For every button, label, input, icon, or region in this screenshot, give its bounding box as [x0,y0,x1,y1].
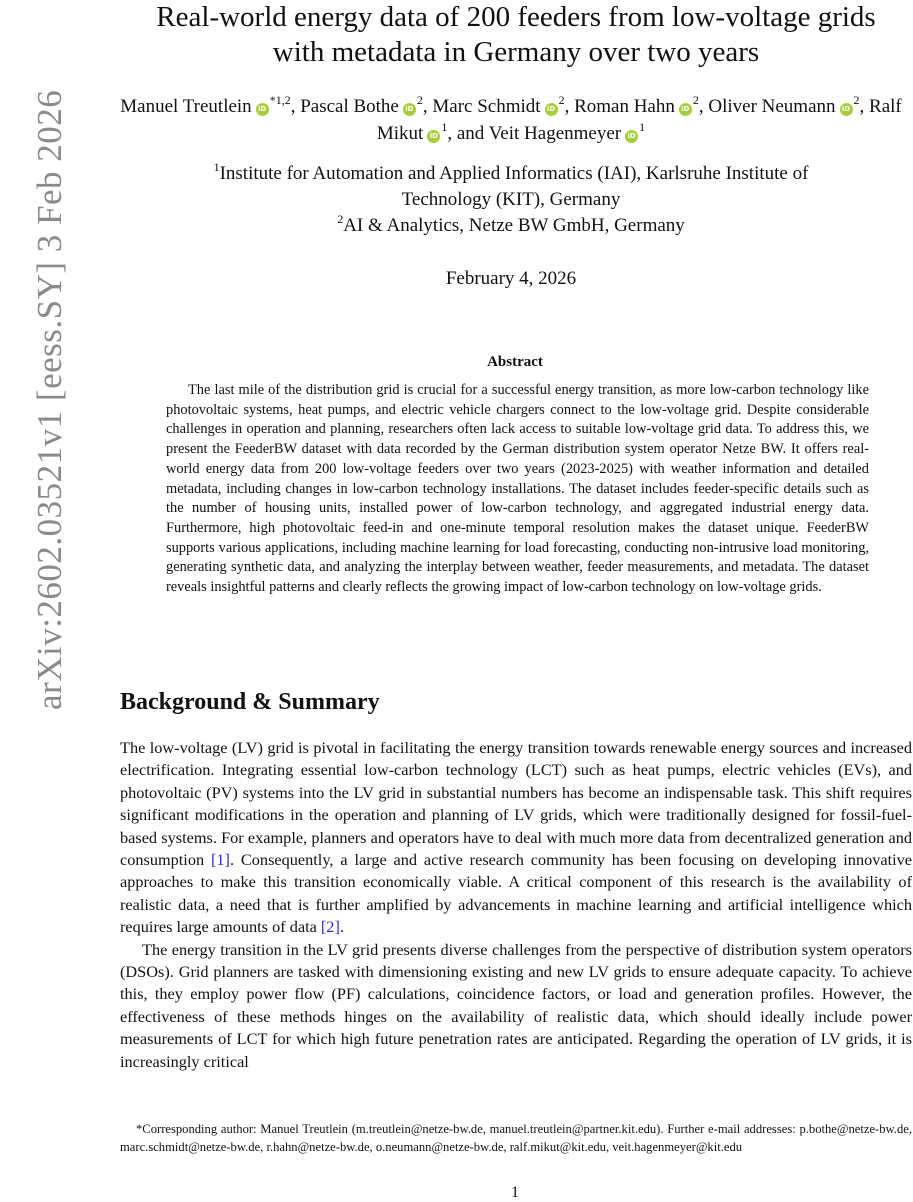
paragraph-text: . Consequently, a large and active research community has been focusing on developing innovative approaches to make this transition economically viable. A critical component of this research is the availability of realistic data, a need that is further amplified by advancements in machine learning and artificial intelligence which requires large amounts of data [120,850,913,937]
author-name: Pascal Bothe [300,96,399,117]
publication-date: February 4, 2026 [445,268,577,289]
affiliation-marker: 2 [337,212,344,226]
author-conjunction: and [456,123,485,144]
affiliations [110,161,912,239]
author-name: Manuel Treutlein [120,96,252,117]
abstract-text: The last mile of the distribution grid is crucial for a successful energy transition, as more low-carbon technology like photovoltaic systems, heat pumps, and electric vehicle chargers connect to the low-voltage grid. Despite considerable challenges in operation and planning, researchers often lack access to suitable low-voltage grid data. To address this, we present the FeederBW dataset with data recorded by the German distribution system operator Netze BW. It offers real-world energy data from 200 low-voltage feeders over two years (2023-2025) with weather information and detailed metadata, including changes in low-carbon technology installations. The dataset includes feeder-specific details such as the number of housing units, installed power of low-carbon technology, and aggregated industrial energy data. Furthermore, high photovoltaic feed-in and one-minute temporal resolution makes the dataset unique. FeederBW supports various applications, including machine learning for load forecasting, conducting non-intrusive load monitoring, generating synthetic data, and analyzing the interplay between weather, feeder measurements, and metadata. The dataset reveals insightful patterns and clearly reflects the growing impact of low-carbon technology on low-voltage grids. [166,382,869,596]
citation-link[interactable]: [1] [211,850,230,870]
author-affiliation-marker: 2 [853,93,860,107]
page-number: 1 [511,1184,519,1201]
author-affiliation-marker: 2 [558,93,565,107]
title-line-2: with metadata in Germany over two years [272,36,760,68]
affiliation-line: AI & Analytics, Netze BW GmbH, Germany [343,215,685,236]
author-affiliation-marker: 1 [639,120,646,134]
orcid-icon[interactable]: iD [840,103,853,116]
affiliation-marker: 1 [213,160,220,174]
author-name: Marc Schmidt [432,96,541,117]
author-name: Oliver Neumann [708,96,836,117]
orcid-icon[interactable]: iD [679,103,692,116]
footnote: *Corresponding author: Manuel Treutlein (m.treutlein@netze-bw.de, manuel.treutlein@partner.kit.edu). Further e-mail addresses: p.bothe@netze-bw.de, marc.schmidt@netze-bw.de, r.hahn@netze-bw.de, o.neumann@netze-bw.de, ralf.mikut@kit.edu, veit.hagenmeyer@kit.edu [120,1122,912,1154]
abstract-heading: Abstract [487,354,543,370]
orcid-icon[interactable]: iD [427,130,440,143]
author-affiliation-marker: *1,2 [269,93,291,107]
paragraph [120,737,912,939]
section-heading: Background & Summary [120,689,380,715]
author-affiliation-marker: 2 [692,93,699,107]
orcid-icon[interactable]: iD [403,103,416,116]
body-text [120,737,912,1073]
orcid-icon[interactable]: iD [545,103,558,116]
citation-link[interactable]: [2] [320,917,340,937]
author-name: Veit Hagenmeyer [488,123,622,144]
affiliation-line: Institute for Automation and Applied Informatics (IAI), Karlsruhe Institute of [219,163,809,184]
author-affiliation-marker: 1 [441,120,448,134]
author-name: Ralf Mikut [376,96,902,144]
paragraph-text: The low-voltage (LV) grid is pivotal in facilitating the energy transition towards renewable energy sources and increased electrification. Integrating essential low-carbon technology (LCT) such as heat pumps, electric vehicles (EVs), and photovoltaic (PV) systems into the LV grid in substantial numbers has become an indispensable task. This shift requires significant modifications in the operation and planning of LV grids, which were traditionally designed for fossil-fuel-based systems. For example, planners and operators have to deal with much more data from decentralized generation and consumption [120,738,912,870]
author-affiliation-marker: 2 [416,93,423,107]
orcid-icon[interactable]: iD [256,103,269,116]
paragraph-text: . [339,917,344,937]
paper-title [100,0,913,70]
author-name: Roman Hahn [574,96,675,117]
title-line-1: Real-world energy data of 200 feeders from low-voltage grids [156,1,876,33]
arxiv-stamp: arXiv:2602.03521v1 [eess.SY] 3 Feb 2026 [30,89,69,710]
orcid-icon[interactable]: iD [625,130,638,143]
paragraph: The energy transition in the LV grid presents diverse challenges from the perspective of distribution system operators (DSOs). Grid planners are tasked with dimensioning existing and new LV grids to ensure adequate capacity. To achieve this, they employ power flow (PF) calculations, coincidence factors, or load and generation profiles. However, the effectiveness of these methods hinges on the availability of realistic data, which should ideally include power measurements of LCT for which high future penetration rates are anticipated. Regarding the operation of LV grids, it is increasingly critical [120,939,912,1071]
author-list: Manuel Treutlein iD$^{*1,2}$, Pascal Bothe $iD^2$, Marc Schmidt $iD^2$, Roman Hahn $iD^2$, Oliver Neumann $iD^2$, Ralf Mikut $iD^1$, and Veit Hagenmeyer $iD^1$ [120,93,902,144]
affiliation-line: Technology (KIT), Germany [401,189,621,210]
